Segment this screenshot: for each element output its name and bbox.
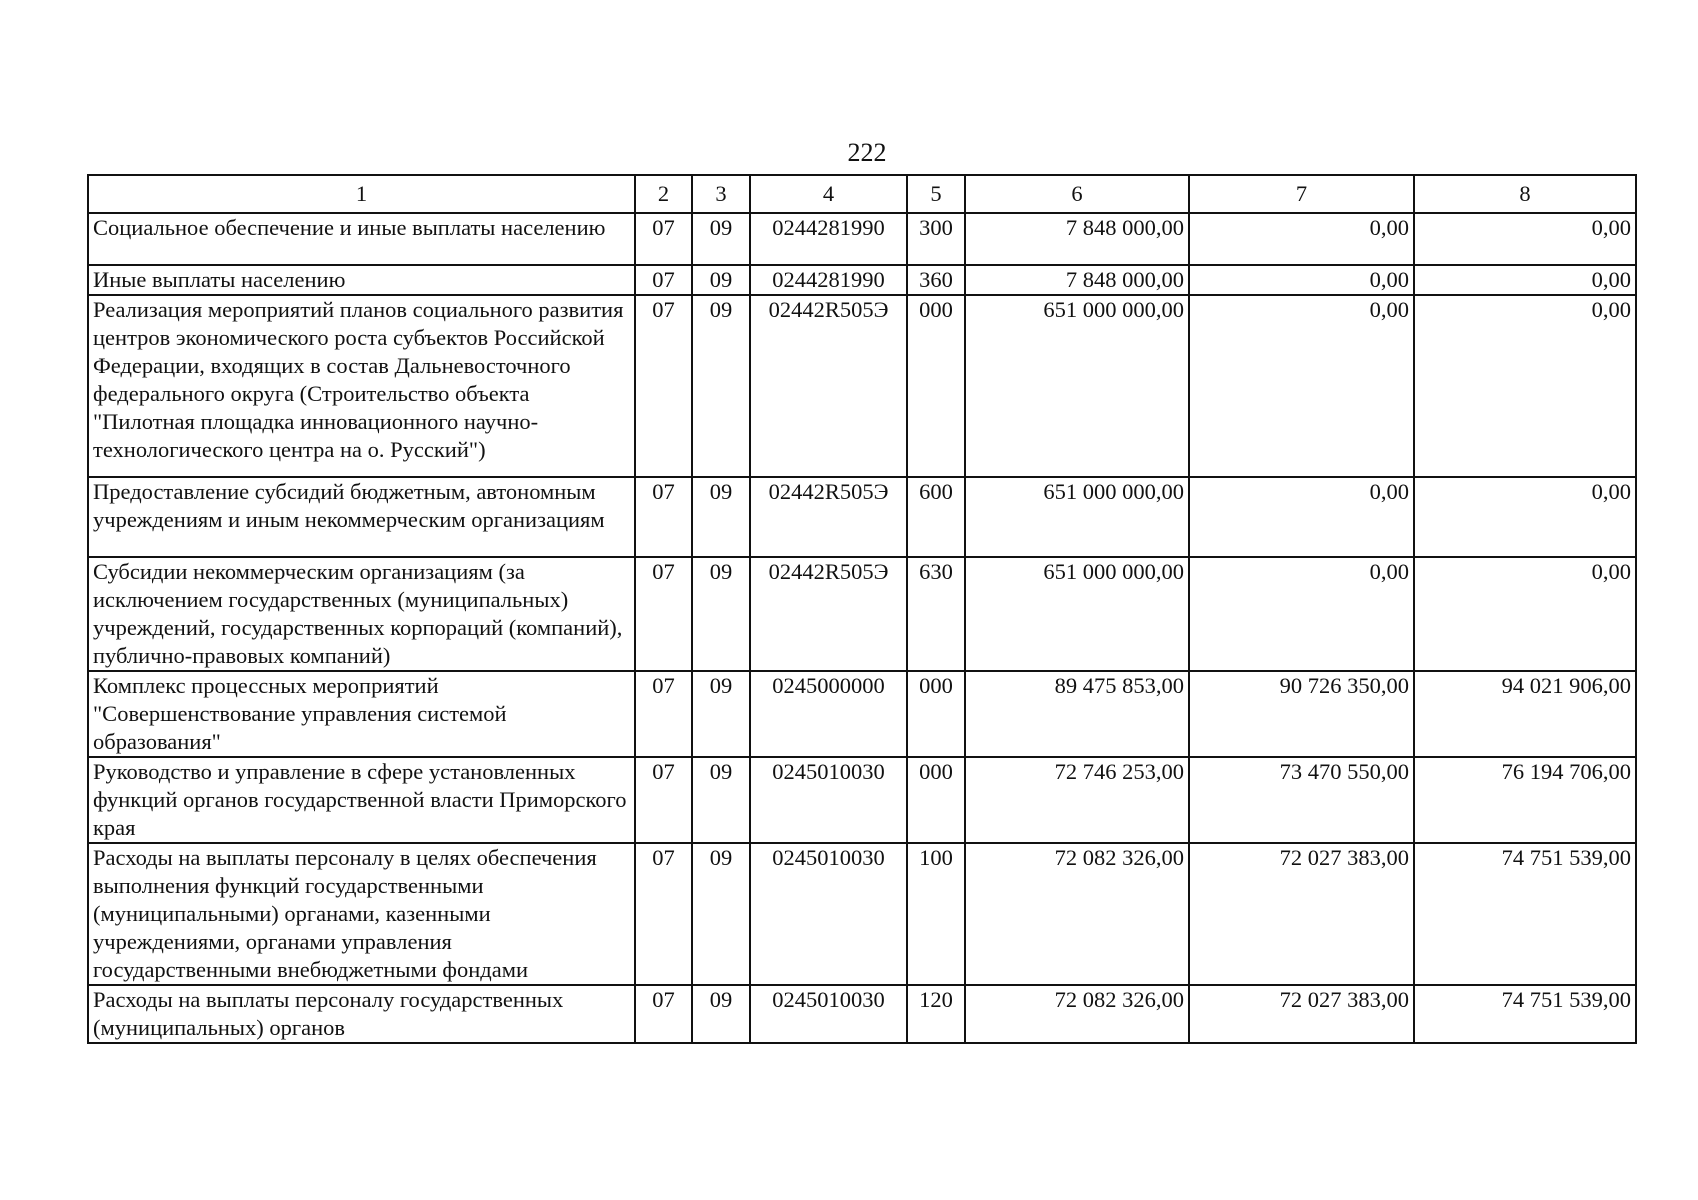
table-row [88, 477, 1636, 557]
row-target-code-cell: 02442R505Э [750, 477, 907, 557]
row-razdel-cell: 07 [635, 557, 692, 671]
row-name-cell: Иные выплаты населению [88, 265, 635, 295]
table-row [88, 757, 1636, 843]
row-amount-col8-cell: 76 194 706,00 [1414, 757, 1636, 843]
table-row [88, 213, 1636, 265]
row-amount-col7-cell: 0,00 [1189, 213, 1414, 265]
row-razdel-cell: 07 [635, 757, 692, 843]
row-amount-col8-cell: 0,00 [1414, 477, 1636, 557]
budget-table [87, 174, 1637, 1044]
header-col-2: 2 [635, 175, 692, 213]
row-podrazdel-cell: 09 [692, 557, 750, 671]
row-target-code-cell: 0245000000 [750, 671, 907, 757]
row-amount-col7-cell: 0,00 [1189, 557, 1414, 671]
row-amount-col8-cell: 94 021 906,00 [1414, 671, 1636, 757]
table-row [88, 265, 1636, 295]
row-razdel-cell: 07 [635, 265, 692, 295]
header-col-6: 6 [965, 175, 1189, 213]
row-name-cell: Комплекс процессных мероприятий "Совершенствование управления системой образования" [88, 671, 635, 757]
page-number: 222 [847, 138, 887, 167]
row-name-cell: Реализация мероприятий планов социального развития центров экономического роста субъектов Российской Федерации, входящих в состав Дальневосточного федерального округа (Строительство объекта "Пилотная площадка инновационного научно-технологического центра на о. Русский") [88, 295, 635, 477]
row-expense-type-cell: 100 [907, 843, 965, 985]
row-podrazdel-cell: 09 [692, 295, 750, 477]
row-amount-col6-cell: 72 082 326,00 [965, 843, 1189, 985]
table-row [88, 843, 1636, 985]
row-amount-col8-cell: 74 751 539,00 [1414, 985, 1636, 1043]
table-row [88, 295, 1636, 477]
row-name-cell: Субсидии некоммерческим организациям (за исключением государственных (муниципальных) учреждений, государственных корпораций (компаний), публично-правовых компаний) [88, 557, 635, 671]
header-col-4: 4 [750, 175, 907, 213]
row-amount-col6-cell: 651 000 000,00 [965, 557, 1189, 671]
row-amount-col6-cell: 72 082 326,00 [965, 985, 1189, 1043]
header-col-8: 8 [1414, 175, 1636, 213]
row-amount-col7-cell: 73 470 550,00 [1189, 757, 1414, 843]
row-expense-type-cell: 630 [907, 557, 965, 671]
header-row [88, 175, 1636, 213]
table-body [88, 213, 1636, 1043]
row-amount-col7-cell: 72 027 383,00 [1189, 985, 1414, 1043]
row-amount-col7-cell: 0,00 [1189, 295, 1414, 477]
row-amount-col8-cell: 0,00 [1414, 557, 1636, 671]
row-name-cell: Расходы на выплаты персоналу государственных (муниципальных) органов [88, 985, 635, 1043]
row-name-cell: Предоставление субсидий бюджетным, автономным учреждениям и иным некоммерческим организациям [88, 477, 635, 557]
row-podrazdel-cell: 09 [692, 757, 750, 843]
row-amount-col7-cell: 0,00 [1189, 265, 1414, 295]
row-razdel-cell: 07 [635, 295, 692, 477]
row-amount-col8-cell: 0,00 [1414, 295, 1636, 477]
row-amount-col6-cell: 651 000 000,00 [965, 295, 1189, 477]
row-amount-col6-cell: 7 848 000,00 [965, 213, 1189, 265]
row-podrazdel-cell: 09 [692, 477, 750, 557]
row-name-cell: Социальное обеспечение и иные выплаты населению [88, 213, 635, 265]
row-expense-type-cell: 360 [907, 265, 965, 295]
row-target-code-cell: 0245010030 [750, 757, 907, 843]
row-name-cell: Руководство и управление в сфере установленных функций органов государственной власти Приморского края [88, 757, 635, 843]
row-podrazdel-cell: 09 [692, 671, 750, 757]
header-col-3: 3 [692, 175, 750, 213]
row-razdel-cell: 07 [635, 477, 692, 557]
row-target-code-cell: 0245010030 [750, 985, 907, 1043]
row-expense-type-cell: 000 [907, 757, 965, 843]
row-expense-type-cell: 120 [907, 985, 965, 1043]
row-expense-type-cell: 300 [907, 213, 965, 265]
row-expense-type-cell: 600 [907, 477, 965, 557]
row-name-cell: Расходы на выплаты персоналу в целях обеспечения выполнения функций государственными (муниципальными) органами, казенными учреждениями, органами управления государственными внебюджетными фондами [88, 843, 635, 985]
row-podrazdel-cell: 09 [692, 213, 750, 265]
row-amount-col8-cell: 0,00 [1414, 265, 1636, 295]
row-amount-col8-cell: 74 751 539,00 [1414, 843, 1636, 985]
row-podrazdel-cell: 09 [692, 985, 750, 1043]
row-razdel-cell: 07 [635, 985, 692, 1043]
row-target-code-cell: 0244281990 [750, 213, 907, 265]
header-col-7: 7 [1189, 175, 1414, 213]
row-expense-type-cell: 000 [907, 671, 965, 757]
row-amount-col6-cell: 72 746 253,00 [965, 757, 1189, 843]
row-target-code-cell: 02442R505Э [750, 557, 907, 671]
row-amount-col7-cell: 72 027 383,00 [1189, 843, 1414, 985]
row-target-code-cell: 0244281990 [750, 265, 907, 295]
row-razdel-cell: 07 [635, 671, 692, 757]
header-col-1: 1 [88, 175, 635, 213]
row-amount-col7-cell: 0,00 [1189, 477, 1414, 557]
row-podrazdel-cell: 09 [692, 265, 750, 295]
row-target-code-cell: 0245010030 [750, 843, 907, 985]
table-row [88, 985, 1636, 1043]
row-amount-col8-cell: 0,00 [1414, 213, 1636, 265]
table-row [88, 557, 1636, 671]
row-amount-col7-cell: 90 726 350,00 [1189, 671, 1414, 757]
row-razdel-cell: 07 [635, 843, 692, 985]
row-podrazdel-cell: 09 [692, 843, 750, 985]
row-target-code-cell: 02442R505Э [750, 295, 907, 477]
row-amount-col6-cell: 651 000 000,00 [965, 477, 1189, 557]
row-amount-col6-cell: 7 848 000,00 [965, 265, 1189, 295]
table-row [88, 671, 1636, 757]
row-razdel-cell: 07 [635, 213, 692, 265]
row-expense-type-cell: 000 [907, 295, 965, 477]
row-amount-col6-cell: 89 475 853,00 [965, 671, 1189, 757]
header-col-5: 5 [907, 175, 965, 213]
